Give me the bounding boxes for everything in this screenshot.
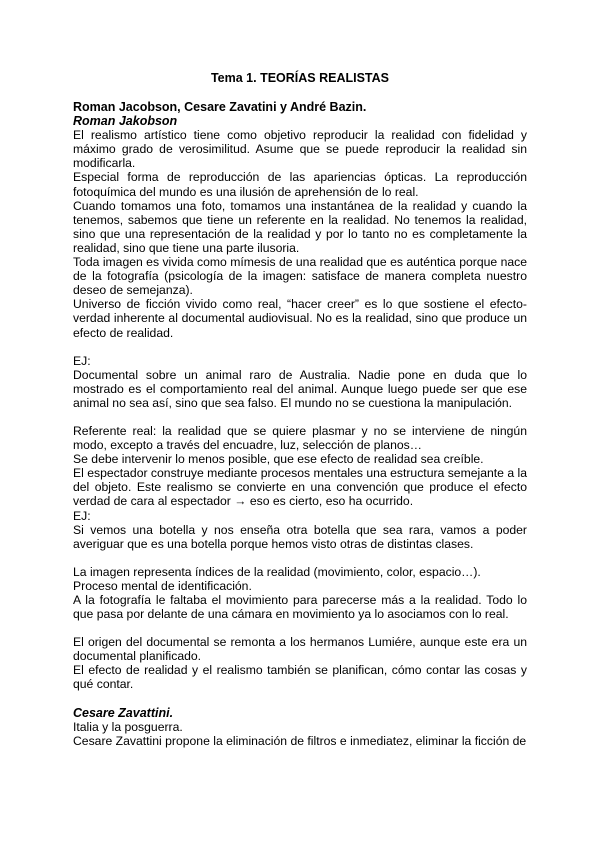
paragraph: Italia y la posguerra. bbox=[73, 719, 183, 734]
paragraph: Proceso mental de identificación. bbox=[73, 578, 252, 593]
paragraph: Universo de ficción vivido como real, “hacer creer” es lo que sostiene el efecto-verdad inherente al documental audiovisual. No es la realidad, sino que produce un efecto de realidad. bbox=[73, 297, 527, 340]
section-heading-jakobson: Roman Jakobson bbox=[73, 114, 178, 129]
paragraph: La imagen representa índices de la realidad (movimiento, color, espacio…). bbox=[73, 564, 481, 579]
spacer bbox=[73, 410, 527, 424]
section-heading-zavattini: Cesare Zavattini. bbox=[73, 705, 174, 720]
paragraph: Se debe intervenir lo menos posible, que ese efecto de realidad sea creíble. bbox=[73, 452, 484, 467]
paragraph: Cuando tomamos una foto, tomamos una instantánea de la realidad y cuando la tenemos, sabemos que tiene un referente en la realidad. No tenemos la realidad, sino que una representación de la realidad y por lo tanto no es completamente la realidad, sino que tiene una parte ilusoria. bbox=[73, 198, 527, 255]
paragraph: Toda imagen es vivida como mímesis de una realidad que es auténtica porque nace de la fotografía (psicología de la imagen: satisface de manera completa nuestro deseo de semejanza). bbox=[73, 255, 527, 298]
spacer bbox=[73, 551, 527, 565]
spacer bbox=[73, 692, 527, 706]
authors-heading: Roman Jacobson, Cesare Zavatini y André Bazin. bbox=[73, 100, 367, 114]
paragraph: El realismo artístico tiene como objetivo reproducir la realidad con fidelidad y máximo grado de verosimilitud. Asume que se puede reproducir la realidad sin modificarla. bbox=[73, 128, 527, 171]
paragraph: Documental sobre un animal raro de Australia. Nadie pone en duda que lo mostrado es el comportamiento real del animal. Aunque luego puede ser que ese animal no sea así, sino que sea falso. El mundo no se cuestiona la manipulación. bbox=[73, 367, 527, 410]
paragraph: Cesare Zavattini propone la eliminación de filtros e inmediatez, eliminar la ficción de bbox=[73, 733, 527, 748]
paragraph: Si vemos una botella y nos enseña otra botella que sea rara, vamos a poder averiguar que es una botella porque hemos visto otras de distintas clases. bbox=[73, 522, 527, 551]
page-title: Tema 1. TEORÍAS REALISTAS bbox=[210, 71, 390, 85]
paragraph: El origen del documental se remonta a los hermanos Lumiére, aunque este era un documental planificado. bbox=[73, 635, 527, 664]
example-label: EJ: bbox=[73, 353, 91, 368]
spacer bbox=[73, 621, 527, 635]
paragraph: El espectador construye mediante procesos mentales una estructura semejante a la del objeto. Este realismo se convierte en una convención que produce el efecto verdad de cara al espectador → eso es cierto, eso ha ocurrido. bbox=[73, 466, 527, 509]
document-body bbox=[73, 100, 527, 748]
paragraph: A la fotografía le faltaba el movimiento para parecerse más a la realidad. Todo lo que pasa por delante de una cámara en movimiento ya lo asociamos con lo real. bbox=[73, 593, 527, 622]
spacer bbox=[73, 340, 527, 354]
paragraph: El efecto de realidad y el realismo también se planifican, cómo contar las cosas y qué contar. bbox=[73, 663, 527, 692]
example-label: EJ: bbox=[73, 508, 91, 523]
paragraph: Referente real: la realidad que se quiere plasmar y no se interviene de ningún modo, excepto a través del encuadre, luz, selección de planos… bbox=[73, 423, 527, 453]
paragraph: Especial forma de reproducción de las apariencias ópticas. La reproducción fotoquímica del mundo es una ilusión de aprehensión de lo real. bbox=[73, 170, 527, 199]
